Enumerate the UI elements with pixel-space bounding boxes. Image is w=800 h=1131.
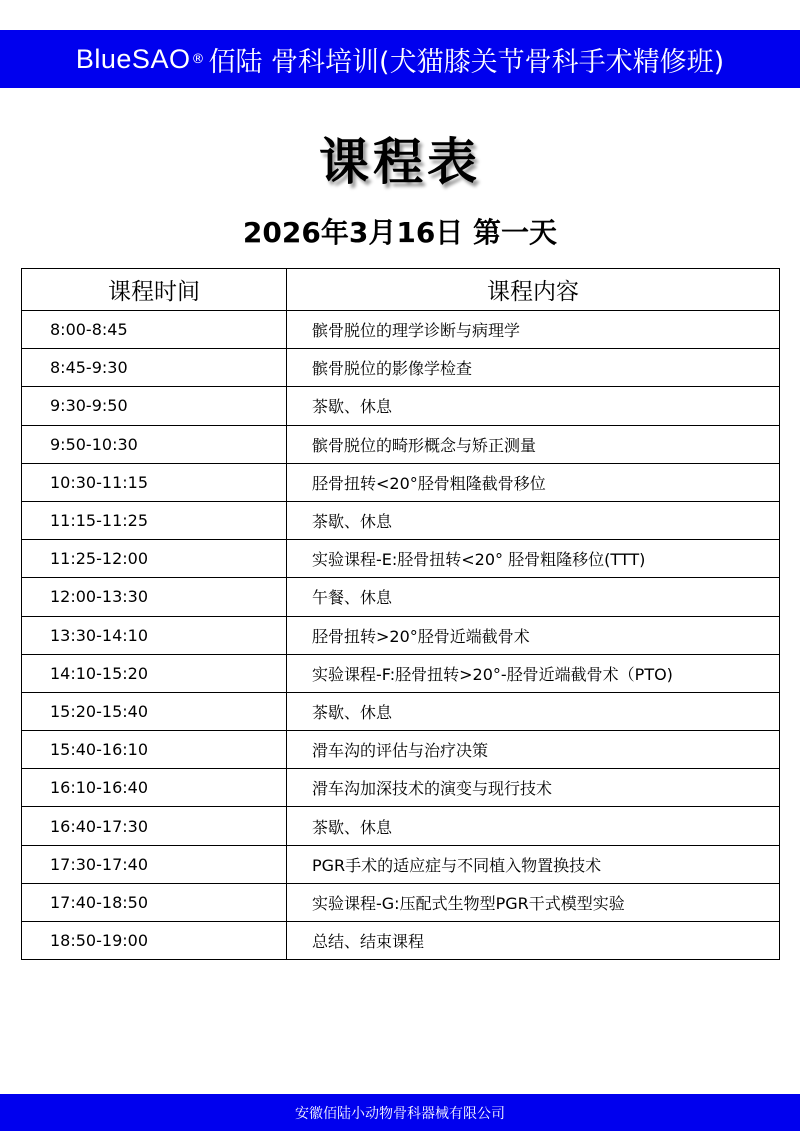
- column-header-time: 课程时间: [22, 269, 287, 311]
- table-row: [22, 692, 780, 730]
- session-topic: 实验课程-F:胫骨扭转>20°-胫骨近端截骨术（PTO): [287, 654, 780, 692]
- table-row: [22, 807, 780, 845]
- session-time: 17:40-18:50: [22, 883, 287, 921]
- session-time: 11:15-11:25: [22, 501, 287, 539]
- column-header-content: 课程内容: [287, 269, 780, 311]
- session-topic: 茶歇、休息: [287, 387, 780, 425]
- session-time: 9:30-9:50: [22, 387, 287, 425]
- table-row: [22, 540, 780, 578]
- top-banner: [0, 30, 800, 88]
- schedule-body: [22, 311, 780, 960]
- schedule-date: 2026年3月16日 第一天: [242, 216, 558, 249]
- table-row: [22, 501, 780, 539]
- table-row: [22, 769, 780, 807]
- session-topic: 茶歇、休息: [287, 807, 780, 845]
- session-topic: 实验课程-G:压配式生物型PGR干式模型实验: [287, 883, 780, 921]
- session-time: 15:20-15:40: [22, 692, 287, 730]
- session-time: 9:50-10:30: [22, 425, 287, 463]
- table-row: [22, 463, 780, 501]
- table-header-row: [22, 269, 780, 311]
- session-time: 17:30-17:40: [22, 845, 287, 883]
- page-title: 课程表: [319, 132, 481, 191]
- session-time: 12:00-13:30: [22, 578, 287, 616]
- session-topic: 午餐、休息: [287, 578, 780, 616]
- session-topic: PGR手术的适应症与不同植入物置换技术: [287, 845, 780, 883]
- session-time: 15:40-16:10: [22, 731, 287, 769]
- table-row: [22, 654, 780, 692]
- brand-name: BlueSAO: [75, 43, 191, 74]
- table-row: [22, 883, 780, 921]
- session-time: 8:45-9:30: [22, 349, 287, 387]
- session-time: 18:50-19:00: [22, 922, 287, 960]
- table-row: [22, 578, 780, 616]
- registered-mark: ®: [191, 51, 205, 67]
- session-topic: 总结、结束课程: [287, 922, 780, 960]
- session-time: 16:10-16:40: [22, 769, 287, 807]
- session-topic: 茶歇、休息: [287, 501, 780, 539]
- session-topic: 胫骨扭转<20°胫骨粗隆截骨移位: [287, 463, 780, 501]
- session-time: 11:25-12:00: [22, 540, 287, 578]
- session-topic: 滑车沟的评估与治疗决策: [287, 731, 780, 769]
- table-row: [22, 731, 780, 769]
- session-topic: 茶歇、休息: [287, 692, 780, 730]
- banner-title: 佰陆 骨科培训(犬猫膝关节骨科手术精修班): [208, 46, 725, 78]
- schedule-table: [21, 268, 780, 960]
- company-name: 安徽佰陆小动物骨科器械有限公司: [295, 1105, 505, 1122]
- session-topic: 髌骨脱位的畸形概念与矫正测量: [287, 425, 780, 463]
- session-time: 14:10-15:20: [22, 654, 287, 692]
- table-row: [22, 349, 780, 387]
- table-row: [22, 425, 780, 463]
- footer-banner: [0, 1094, 800, 1131]
- session-topic: 滑车沟加深技术的演变与现行技术: [287, 769, 780, 807]
- table-row: [22, 311, 780, 349]
- session-topic: 实验课程-E:胫骨扭转<20° 胫骨粗隆移位(TTT): [287, 540, 780, 578]
- session-topic: 髌骨脱位的影像学检查: [287, 349, 780, 387]
- session-time: 13:30-14:10: [22, 616, 287, 654]
- session-topic: 髌骨脱位的理学诊断与病理学: [287, 311, 780, 349]
- table-row: [22, 387, 780, 425]
- session-time: 8:00-8:45: [22, 311, 287, 349]
- session-time: 10:30-11:15: [22, 463, 287, 501]
- table-row: [22, 845, 780, 883]
- session-topic: 胫骨扭转>20°胫骨近端截骨术: [287, 616, 780, 654]
- table-row: [22, 922, 780, 960]
- session-time: 16:40-17:30: [22, 807, 287, 845]
- table-row: [22, 616, 780, 654]
